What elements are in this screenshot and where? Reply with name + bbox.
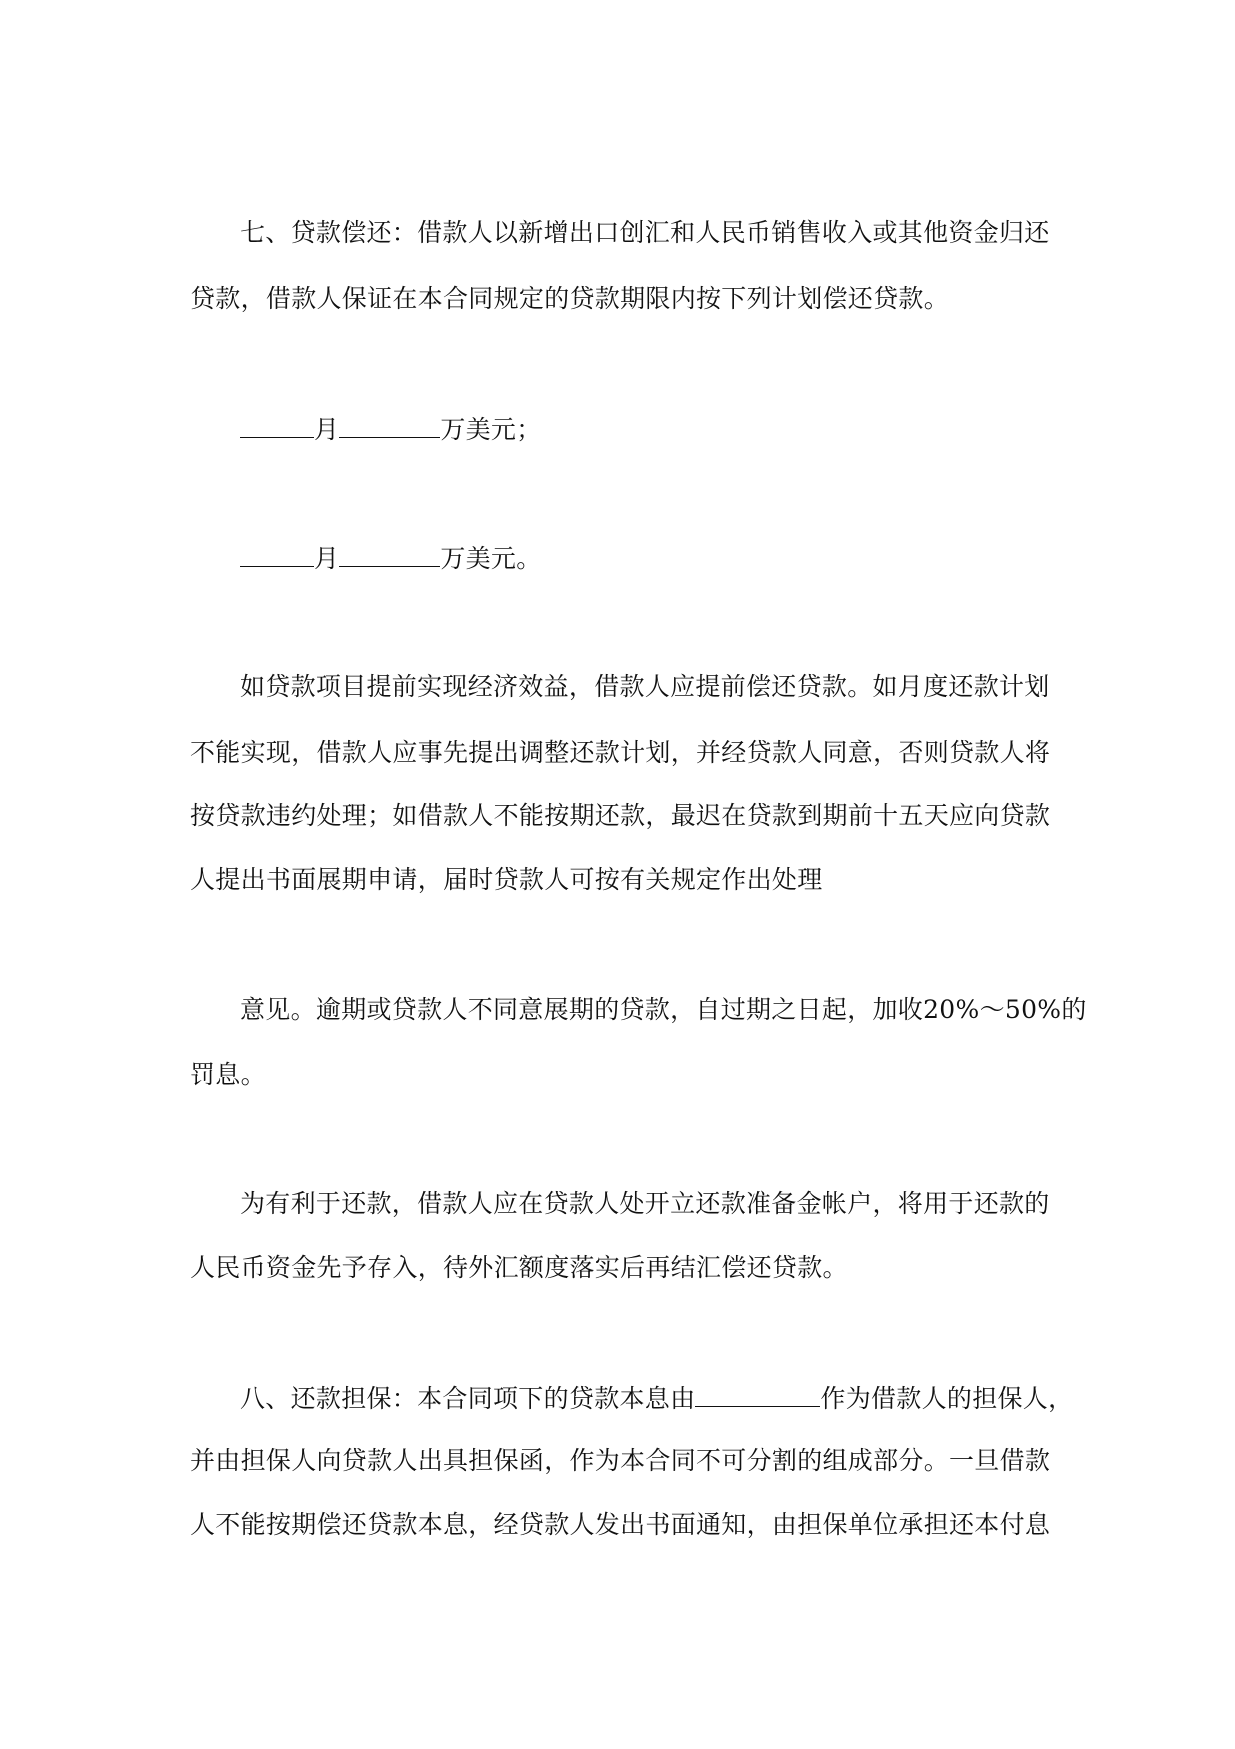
reserve-line2: 人民币资金先予存入，待外汇额度落实后再结汇偿还贷款。 bbox=[190, 1253, 848, 1282]
guarantor-blank[interactable] bbox=[695, 1380, 820, 1407]
section7-line1: 七、贷款偿还：借款人以新增出口创汇和人民币销售收入或其他资金归还 bbox=[240, 218, 1050, 247]
amount-blank[interactable] bbox=[339, 411, 440, 438]
amount-label: 万美元； bbox=[440, 415, 542, 444]
early-repayment-line2: 不能实现，借款人应事先提出调整还款计划，并经贷款人同意，否则贷款人将 bbox=[190, 738, 1051, 767]
month-label: 月 bbox=[314, 544, 340, 573]
penalty-line2: 罚息。 bbox=[190, 1060, 266, 1089]
early-repayment-line4: 人提出书面展期申请，届时贷款人可按有关规定作出处理 bbox=[190, 865, 823, 894]
section8-line3: 人不能按期偿还贷款本息，经贷款人发出书面通知，由担保单位承担还本付息 bbox=[190, 1510, 1051, 1539]
early-repayment-line1: 如贷款项目提前实现经济效益，借款人应提前偿还贷款。如月度还款计划 bbox=[240, 672, 1050, 701]
section8-line1 bbox=[240, 1380, 1073, 1416]
penalty-line1: 意见。逾期或贷款人不同意展期的贷款，自过期之日起，加收20%～50%的 bbox=[240, 995, 1087, 1024]
schedule-row-2 bbox=[240, 540, 542, 576]
reserve-line1: 为有利于还款，借款人应在贷款人处开立还款准备金帐户，将用于还款的 bbox=[240, 1189, 1050, 1218]
early-repayment-line3: 按贷款违约处理；如借款人不能按期还款，最迟在贷款到期前十五天应向贷款 bbox=[190, 801, 1051, 830]
section8-line1-before: 八、还款担保：本合同项下的贷款本息由 bbox=[240, 1384, 696, 1413]
month-blank[interactable] bbox=[240, 411, 314, 438]
section8-line2: 并由担保人向贷款人出具担保函，作为本合同不可分割的组成部分。一旦借款 bbox=[190, 1446, 1051, 1475]
section7-line2: 贷款，借款人保证在本合同规定的贷款期限内按下列计划偿还贷款。 bbox=[190, 284, 950, 313]
month-label: 月 bbox=[314, 415, 340, 444]
schedule-row-1 bbox=[240, 411, 542, 447]
month-blank[interactable] bbox=[240, 540, 314, 567]
section8-line1-after: 作为借款人的担保人， bbox=[820, 1384, 1074, 1413]
amount-label: 万美元。 bbox=[440, 544, 542, 573]
amount-blank[interactable] bbox=[339, 540, 440, 567]
